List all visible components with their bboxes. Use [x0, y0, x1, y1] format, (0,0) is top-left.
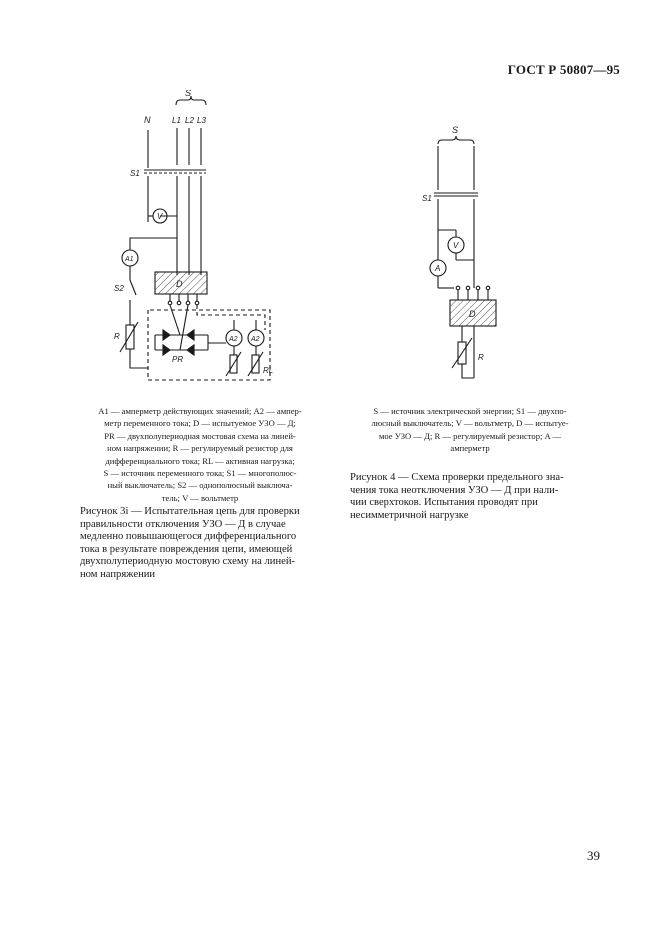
- caption-line: медленно повышающегося дифференциального: [80, 531, 297, 543]
- figure-4-caption: [350, 472, 590, 522]
- figure-4-legend: [350, 405, 590, 455]
- label-pr: PR: [172, 355, 184, 364]
- label-v: V: [453, 241, 459, 250]
- caption-line: чии сверхтоков. Испытания проводят при: [350, 497, 538, 509]
- label-s1: S1: [422, 194, 432, 203]
- label-a2-second: A2: [251, 336, 260, 343]
- label-v: V: [157, 212, 163, 221]
- legend-line: S — источник электрической энергии; S1 — двухпо-: [373, 406, 567, 416]
- label-d: D: [176, 279, 183, 289]
- label-d: D: [469, 309, 476, 319]
- label-a2-first: A2: [229, 336, 238, 343]
- caption-line: Рисунок 4 — Схема проверки предельного зна-: [350, 472, 564, 483]
- caption-line: тока в результате повреждения цепи, имеющей: [80, 543, 293, 555]
- label-s: S: [452, 125, 459, 135]
- legend-line: тель; V — вольтметр: [161, 492, 239, 503]
- legend-line: A1 — амперметр действующих значений; A2 — ампер-: [98, 406, 302, 416]
- label-n: N: [144, 115, 151, 125]
- figure-3i-legend: [80, 405, 320, 504]
- figure-4-circuit-diagram: [410, 120, 520, 390]
- label-r: R: [114, 332, 120, 341]
- caption-line: Рисунок 3i — Испытательная цепь для проверки: [80, 506, 300, 517]
- standard-header: ГОСТ Р 50807—95: [507, 62, 620, 77]
- legend-line: ном напряжении; R — регулируемый резистор для: [107, 443, 293, 454]
- caption-line: ном напряжении: [80, 568, 156, 580]
- label-s: S: [185, 90, 192, 98]
- caption-line: несимметричной нагрузке: [350, 509, 469, 521]
- label-rl: RL: [263, 366, 274, 375]
- legend-line: мое УЗО — Д; R — регулируемый резистор; A —: [378, 430, 562, 441]
- label-l2: L2: [185, 116, 194, 125]
- label-l3: L3: [197, 116, 206, 125]
- legend-line: люсный выключатель; V — вольтметр, D — испытуе-: [371, 418, 569, 429]
- label-a: A: [435, 264, 441, 273]
- caption-line: чения тока неотключения УЗО — Д при нали-: [350, 484, 559, 496]
- figure-3i-caption: [80, 506, 320, 582]
- legend-line: дифференциального тока; RL — активная нагрузка;: [105, 455, 295, 466]
- legend-line: ный выключатель; S2 — однополюсный выключа-: [107, 480, 293, 491]
- legend-line: метр переменного тока; D — испытуемое УЗО — Д;: [104, 418, 296, 429]
- page-number: 39: [587, 848, 600, 863]
- legend-line: PR — двухполупериодная мостовая схема на линей-: [104, 430, 296, 441]
- legend-line: S — источник переменного тока; S1 — многополюс-: [103, 468, 297, 479]
- label-s2: S2: [114, 284, 124, 293]
- caption-line: двухполупериодную мостовую схему на линей-: [80, 556, 296, 568]
- label-s1: S1: [130, 169, 140, 178]
- caption-line: правильности отключения УЗО — Д в случае: [80, 518, 286, 530]
- label-a1: A1: [125, 256, 134, 263]
- label-l1: L1: [172, 116, 181, 125]
- legend-line: амперметр: [450, 443, 490, 454]
- label-r: R: [478, 353, 484, 362]
- figure-3i-circuit-diagram: [100, 90, 300, 390]
